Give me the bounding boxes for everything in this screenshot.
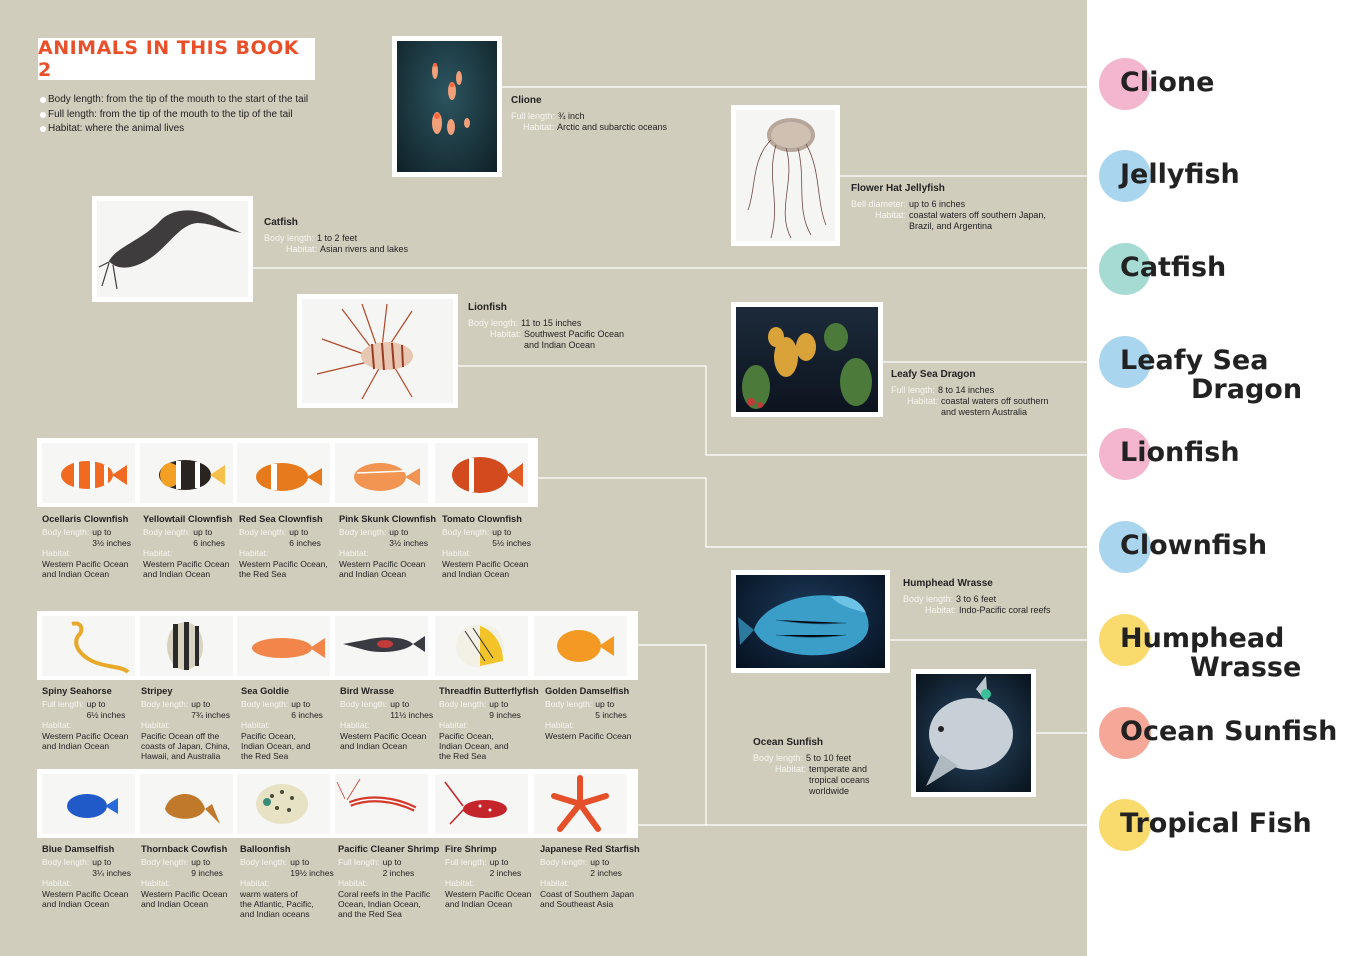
species-info bbox=[338, 844, 440, 920]
habitat-label: Habitat: bbox=[445, 878, 475, 889]
habitat-label: Habitat: bbox=[439, 720, 469, 731]
clownfish-photo bbox=[435, 443, 528, 503]
clione-photo bbox=[392, 36, 502, 177]
jellyfish-habitat: coastal waters off southern Japan, Brazil, and Argentina bbox=[909, 210, 1046, 231]
length-value: up to 9 inches bbox=[489, 699, 521, 720]
jellyfish-length-label: Bell diameter: bbox=[851, 199, 907, 209]
length-label: Body length: bbox=[339, 527, 387, 538]
species-info bbox=[445, 844, 547, 909]
habitat-value: Western Pacific Ocean and Indian Ocean bbox=[442, 558, 529, 580]
clione-habitat: Arctic and subarctic oceans bbox=[557, 122, 668, 132]
length-label: Body length: bbox=[442, 527, 490, 538]
habitat-value: Coral reefs in the Pacific Ocean, Indian Ocean, and the Red Sea bbox=[338, 888, 431, 920]
balloonfish-photo bbox=[237, 774, 330, 834]
species-name: Pink Skunk Clownfish bbox=[339, 514, 437, 524]
clownfish-photo bbox=[335, 443, 428, 503]
jellyfish-habitat-label: Habitat: bbox=[874, 210, 906, 220]
species-info bbox=[143, 514, 245, 579]
length-value: up to 3½ inches bbox=[92, 527, 132, 548]
cowfish-photo bbox=[140, 774, 233, 834]
habitat-value: Western Pacific Ocean and Indian Ocean bbox=[141, 888, 228, 910]
legend-item: Body length: from the tip of the mouth to the start of the tail bbox=[40, 93, 308, 108]
species-name: Balloonfish bbox=[240, 844, 291, 854]
species-info bbox=[141, 844, 243, 909]
length-value: up to 19½ inches bbox=[290, 857, 334, 878]
length-label: Full length: bbox=[42, 699, 84, 710]
wrasse-length: 3 to 6 feet bbox=[956, 594, 997, 604]
index-label: Humphead Wrasse bbox=[1120, 623, 1302, 683]
length-label: Body length: bbox=[143, 527, 191, 538]
blue-damselfish-photo bbox=[42, 774, 135, 834]
clownfish-photo bbox=[237, 443, 330, 503]
wrasse-habitat: Indo-Pacific coral reefs bbox=[959, 605, 1051, 615]
index-label: Catfish bbox=[1120, 252, 1227, 283]
habitat-label: Habitat: bbox=[239, 548, 269, 559]
habitat-value: Western Pacific Ocean and Indian Ocean bbox=[445, 888, 532, 910]
length-label: Body length: bbox=[241, 699, 289, 710]
sunfish-habitat-label: Habitat: bbox=[774, 764, 806, 774]
length-value: up to 2 inches bbox=[489, 857, 522, 878]
length-label: Body length: bbox=[439, 699, 487, 710]
clownfish-strip bbox=[37, 438, 538, 507]
habitat-value: Western Pacific Ocean and Indian Ocean bbox=[339, 558, 426, 580]
species-name: Tomato Clownfish bbox=[442, 514, 522, 524]
species-info bbox=[42, 844, 144, 909]
legend-item: Habitat: where the animal lives bbox=[40, 122, 308, 137]
index-label: Ocean Sunfish bbox=[1120, 716, 1338, 747]
page-title: ANIMALS IN THIS BOOK 2 bbox=[38, 37, 300, 81]
species-name: Japanese Red Starfish bbox=[540, 844, 640, 854]
habitat-value: Western Pacific Ocean bbox=[545, 730, 632, 741]
page-title-box bbox=[38, 38, 315, 80]
species-name: Sea Goldie bbox=[241, 686, 290, 696]
species-info bbox=[439, 686, 541, 762]
habitat-value: warm waters of the Atlantic, Pacific, and Indian oceans bbox=[240, 888, 314, 920]
golden-damselfish-photo bbox=[534, 616, 627, 676]
habitat-label: Habitat: bbox=[340, 720, 370, 731]
catfish-length-label: Body length: bbox=[264, 233, 315, 243]
species-name: Thornback Cowfish bbox=[141, 844, 228, 854]
seadragon-length-label: Full length: bbox=[891, 385, 936, 395]
species-info bbox=[340, 686, 442, 751]
tropical-strip-1 bbox=[37, 611, 638, 680]
seadragon-habitat-label: Habitat: bbox=[906, 396, 938, 406]
length-label: Body length: bbox=[42, 857, 90, 868]
species-info bbox=[442, 514, 544, 579]
habitat-value: Western Pacific Ocean and Indian Ocean bbox=[42, 558, 129, 580]
species-info bbox=[540, 844, 642, 909]
length-value: up to 3¼ inches bbox=[92, 857, 132, 878]
sunfish-length-label: Body length: bbox=[753, 753, 804, 763]
length-value: up to 6½ inches bbox=[86, 699, 126, 720]
butterflyfish-photo bbox=[435, 616, 528, 676]
species-info bbox=[545, 686, 647, 751]
length-label: Body length: bbox=[340, 699, 388, 710]
habitat-label: Habitat: bbox=[141, 720, 171, 731]
length-value: up to 6 inches bbox=[289, 527, 321, 548]
length-label: Body length: bbox=[545, 699, 593, 710]
sunfish-length: 5 to 10 feet bbox=[806, 753, 852, 763]
habitat-label: Habitat: bbox=[240, 878, 270, 889]
habitat-value: Pacific Ocean, Indian Ocean, and the Red Sea bbox=[241, 730, 311, 762]
habitat-label: Habitat: bbox=[442, 548, 472, 559]
index-label: Tropical Fish bbox=[1120, 808, 1312, 839]
wrasse-photo bbox=[731, 570, 890, 673]
species-name: Fire Shrimp bbox=[445, 844, 497, 854]
species-info bbox=[141, 686, 243, 762]
catfish-photo bbox=[92, 196, 253, 302]
species-name: Ocellaris Clownfish bbox=[42, 514, 129, 524]
habitat-label: Habitat: bbox=[42, 720, 72, 731]
tropical-strip-2 bbox=[37, 769, 638, 838]
length-value: up to 5½ inches bbox=[492, 527, 532, 548]
lionfish-name: Lionfish bbox=[468, 302, 507, 313]
habitat-label: Habitat: bbox=[42, 548, 72, 559]
habitat-label: Habitat: bbox=[545, 720, 575, 731]
seadragon-info bbox=[891, 369, 1048, 418]
length-label: Body length: bbox=[240, 857, 288, 868]
length-value: up to 2 inches bbox=[590, 857, 622, 878]
index-label: Clione bbox=[1120, 67, 1215, 98]
habitat-value: Western Pacific Ocean, the Red Sea bbox=[239, 558, 328, 580]
sunfish-habitat: temperate and tropical oceans worldwide bbox=[809, 764, 870, 796]
seahorse-photo bbox=[42, 616, 135, 676]
species-info bbox=[42, 686, 144, 751]
catfish-name: Catfish bbox=[264, 217, 298, 228]
length-value: up to 6 inches bbox=[291, 699, 323, 720]
habitat-label: Habitat: bbox=[338, 878, 368, 889]
habitat-value: Western Pacific Ocean and Indian Ocean bbox=[42, 730, 129, 752]
species-info bbox=[241, 686, 343, 762]
catfish-length: 1 to 2 feet bbox=[317, 233, 358, 243]
habitat-value: Coast of Southern Japan and Southeast Asia bbox=[540, 888, 635, 910]
length-legend bbox=[40, 93, 308, 137]
wrasse-info bbox=[903, 578, 1051, 616]
catfish-info bbox=[264, 217, 408, 255]
habitat-label: Habitat: bbox=[339, 548, 369, 559]
habitat-value: Western Pacific Ocean and Indian Ocean bbox=[42, 888, 129, 910]
lionfish-info bbox=[468, 302, 624, 351]
seadragon-habitat: coastal waters off southern and western Australia bbox=[941, 396, 1049, 417]
species-name: Pacific Cleaner Shrimp bbox=[338, 844, 440, 854]
length-label: Body length: bbox=[141, 699, 189, 710]
seadragon-name: Leafy Sea Dragon bbox=[891, 369, 976, 380]
wrasse-length-label: Body length: bbox=[903, 594, 954, 604]
seadragon-length: 8 to 14 inches bbox=[938, 385, 995, 395]
habitat-value: Western Pacific Ocean and Indian Ocean bbox=[143, 558, 230, 580]
clione-length-label: Full length: bbox=[511, 111, 556, 121]
habitat-label: Habitat: bbox=[141, 878, 171, 889]
catfish-habitat-label: Habitat: bbox=[285, 244, 317, 254]
jellyfish-length: up to 6 inches bbox=[909, 199, 966, 209]
habitat-label: Habitat: bbox=[540, 878, 570, 889]
species-info bbox=[239, 514, 341, 579]
length-label: Body length: bbox=[239, 527, 287, 538]
clownfish-photo bbox=[42, 443, 135, 503]
species-name: Threadfin Butterflyfish bbox=[439, 686, 539, 696]
habitat-label: Habitat: bbox=[143, 548, 173, 559]
lionfish-habitat: Southwest Pacific Ocean and Indian Ocean bbox=[524, 329, 625, 350]
clownfish-photo bbox=[140, 443, 233, 503]
length-value: up to 3½ inches bbox=[389, 527, 429, 548]
species-name: Golden Damselfish bbox=[545, 686, 630, 696]
sunfish-photo bbox=[911, 669, 1036, 797]
species-name: Blue Damselfish bbox=[42, 844, 115, 854]
clione-length: ¾ inch bbox=[558, 111, 585, 121]
length-label: Body length: bbox=[141, 857, 189, 868]
length-value: up to 6 inches bbox=[193, 527, 225, 548]
jellyfish-photo bbox=[731, 105, 840, 246]
species-name: Spiny Seahorse bbox=[42, 686, 112, 696]
sea-goldie-photo bbox=[237, 616, 330, 676]
cleaner-shrimp-photo bbox=[335, 774, 428, 834]
lionfish-length-label: Body length: bbox=[468, 318, 519, 328]
length-value: up to 7¾ inches bbox=[191, 699, 231, 720]
length-value: up to 9 inches bbox=[191, 857, 223, 878]
lionfish-length: 11 to 15 inches bbox=[521, 318, 582, 328]
habitat-value: Pacific Ocean, Indian Ocean, and the Red Sea bbox=[439, 730, 509, 762]
starfish-photo bbox=[534, 774, 627, 834]
lionfish-habitat-label: Habitat: bbox=[489, 329, 521, 339]
length-value: up to 2 inches bbox=[382, 857, 415, 878]
sunfish-name: Ocean Sunfish bbox=[753, 737, 824, 748]
fire-shrimp-photo bbox=[435, 774, 528, 834]
bird-wrasse-photo bbox=[335, 616, 428, 676]
catfish-habitat: Asian rivers and lakes bbox=[320, 244, 409, 254]
lionfish-photo bbox=[297, 294, 458, 408]
index-label: Clownfish bbox=[1120, 530, 1268, 561]
clione-info bbox=[511, 95, 667, 133]
legend-item: Full length: from the tip of the mouth to the tip of the tail bbox=[40, 108, 308, 123]
species-name: Red Sea Clownfish bbox=[239, 514, 323, 524]
clione-habitat-label: Habitat: bbox=[522, 122, 554, 132]
index-label: Lionfish bbox=[1120, 437, 1240, 468]
species-info bbox=[42, 514, 144, 579]
species-info bbox=[339, 514, 441, 579]
wrasse-name: Humphead Wrasse bbox=[903, 578, 993, 589]
length-label: Body length: bbox=[42, 527, 90, 538]
habitat-label: Habitat: bbox=[42, 878, 72, 889]
length-value: up to 11½ inches bbox=[390, 699, 434, 720]
habitat-label: Habitat: bbox=[241, 720, 271, 731]
length-label: Full length: bbox=[445, 857, 487, 868]
jellyfish-info bbox=[851, 183, 1046, 232]
length-value: up to 5 inches bbox=[595, 699, 627, 720]
clione-name: Clione bbox=[511, 95, 542, 106]
jellyfish-name: Flower Hat Jellyfish bbox=[851, 183, 945, 194]
species-name: Yellowtail Clownfish bbox=[143, 514, 233, 524]
length-label: Full length: bbox=[338, 857, 380, 868]
seadragon-photo bbox=[731, 302, 883, 417]
species-name: Bird Wrasse bbox=[340, 686, 395, 696]
habitat-value: Western Pacific Ocean and Indian Ocean bbox=[340, 730, 427, 752]
clownfish-connector bbox=[538, 478, 1087, 547]
sunfish-info bbox=[753, 737, 870, 797]
length-label: Body length: bbox=[540, 857, 588, 868]
habitat-value: Pacific Ocean off the coasts of Japan, China, Hawaii, and Australia bbox=[141, 730, 230, 762]
stripey-photo bbox=[140, 616, 233, 676]
species-name: Stripey bbox=[141, 686, 173, 696]
index-label: Jellyfish bbox=[1120, 159, 1240, 190]
wrasse-habitat-label: Habitat: bbox=[924, 605, 956, 615]
species-info bbox=[240, 844, 342, 920]
index-label: Leafy Sea Dragon bbox=[1120, 345, 1303, 405]
